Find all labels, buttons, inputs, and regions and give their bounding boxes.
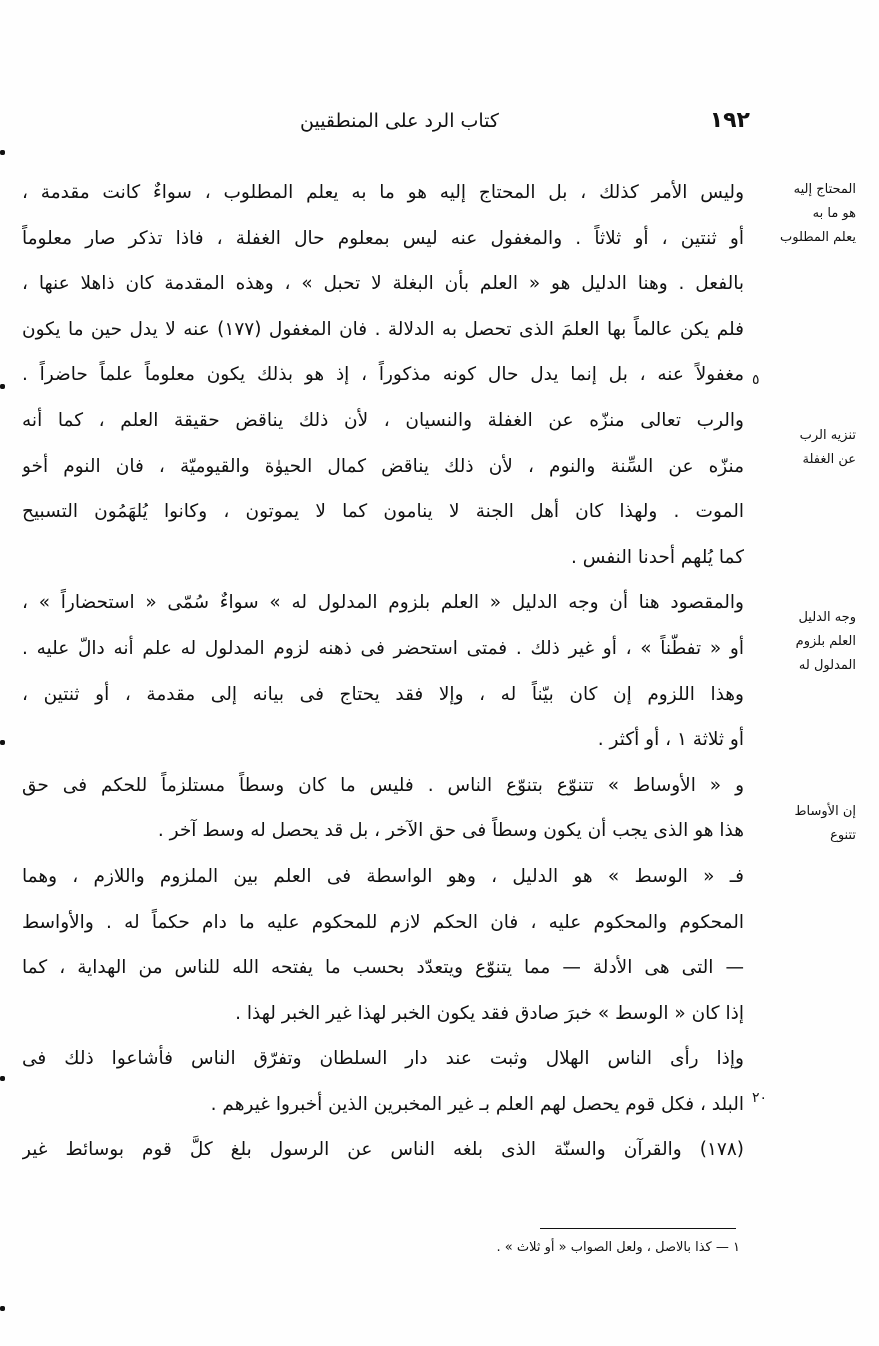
footnote: ١ — كذا بالاصل ، ولعل الصواب « أو ثلاث » . (496, 1240, 740, 1255)
scan-mark (0, 150, 5, 155)
body-text (22, 170, 744, 1173)
body-line: و « الأوساط » تتنوّع بتنوّع الناس . فليس ما كان وسطاً مستلزماً للحكم فى حق (22, 774, 744, 796)
margin-note-line: هو ما به (812, 206, 856, 221)
body-line: وإذا رأى الناس الهلال وثبت عند دار السلطان وتفرّق الناس فأشاعوا ذلك فى (22, 1048, 744, 1070)
margin-note-line: يعلم المطلوب (780, 230, 856, 245)
scan-mark (0, 740, 5, 745)
body-line: فلم يكن عالماً بها العلمَ الذى تحصل به الدلالة . فان المغفول (١٧٧) عنه لا يدل حين ما يكون (22, 318, 744, 340)
scan-mark (0, 1076, 5, 1081)
footnote-rule (540, 1228, 736, 1229)
body-line: (١٧٨) والقرآن والسنّة الذى بلغه الناس عن الرسول بلغ كلَّ قوم بوسائط غير (22, 1139, 744, 1161)
body-line: والرب تعالى منزّه عن الغفلة والنسيان ، لأن ذلك يناقض حقيقة العلم ، كما أنه (22, 409, 744, 431)
body-line: الموت . ولهذا كان أهل الجنة لا ينامون كما لا يموتون ، وكانوا يُلهَمُون التسبيح (22, 501, 744, 523)
body-line: منزّه عن السِّنة والنوم ، لأن ذلك يناقض كمال الحيوٰة والقيوميّة ، فان النوم أخو (22, 455, 744, 477)
body-line: — التى هى الأدلة — مما يتنوّع ويتعدّد بحسب ما يفتحه الله للناس من الهداية ، كما (22, 957, 744, 979)
line-number-marker: ٥ (752, 372, 760, 388)
margin-note-line: وجه الدليل (798, 610, 856, 625)
body-line: أو « تفطّناً » ، أو غير ذلك . فمتى استحضر فى ذهنه لزوم المدلول له علم أنه دالّ عليه . (22, 637, 744, 659)
margin-note-line: تتنوع (830, 828, 856, 843)
body-line: والمقصود هنا أن وجه الدليل « العلم بلزوم المدلول له » سواءٌ سُمّى « استحضاراً » ، (22, 592, 744, 614)
margin-note-line: إن الأوساط (794, 804, 856, 819)
body-line: أو ثنتين ، أو ثلاثاً . والمغفول عنه ليس بمعلوم حال الغفلة ، فاذا تذكر صار معلوماً (22, 227, 744, 249)
scan-mark (0, 384, 5, 389)
body-line: إذا كان « الوسط » خبرَ صادق فقد يكون الخبر لهذا غير الخبر لهذا . (235, 1002, 744, 1024)
body-line: وهذا اللزوم إن كان بيّناً له ، وإلا فقد يحتاج فى بيانه إلى مقدمة ، أو ثنتين ، (22, 683, 744, 705)
running-head (60, 108, 750, 142)
margin-note-line: المدلول له (798, 658, 856, 673)
margin-note (748, 178, 856, 250)
body-line: وليس الأمر كذلك ، بل المحتاج إليه هو ما به يعلم المطلوب ، سواءٌ كانت مقدمة ، (22, 182, 744, 203)
body-line: بالفعل . وهنا الدليل هو « العلم بأن البغلة لا تحبل » ، وهذه المقدمة كان ذاهلا عنها ، (22, 273, 744, 295)
margin-note-line: تنزيه الرب (799, 428, 856, 443)
margin-note-line: العلم بلزوم (795, 634, 856, 649)
margin-note (748, 606, 856, 678)
body-line: مغفولاً عنه ، بل إنما يدل حال كونه مذكوراً ، إذ هو بذلك يكون معلوماً علماً حاضراً . (22, 364, 744, 386)
line-number-marker: ٢٠ (752, 1090, 768, 1106)
body-line: المحكوم والمحكوم عليه ، فان الحكم لازم للمحكوم عليه ما دام حكماً له . والأواسط (22, 911, 744, 933)
margin-note-line: عن الغفلة (802, 452, 856, 467)
book-title: كتاب الرد على المنطقيين (300, 110, 499, 132)
margin-note-line: المحتاج إليه (793, 182, 856, 197)
margin-note (748, 424, 856, 472)
body-line: كما يُلهم أحدنا النفس . (570, 546, 744, 568)
margin-note (748, 800, 856, 848)
body-line: هذا هو الذى يجب أن يكون وسطاً فى حق الآخر ، بل قد يحصل له وسط آخر . (157, 820, 744, 842)
page-number: ١٩٢ (709, 108, 750, 133)
scan-mark (0, 1306, 5, 1311)
body-line: فـ « الوسط » هو الدليل ، وهو الواسطة فى العلم بين الملزوم واللازم ، وهما (22, 865, 744, 887)
body-line: البلد ، فكل قوم يحصل لهم العلم بـ غير المخبرين الذين أخبروا غيرهم . (210, 1093, 744, 1115)
body-line: أو ثلاثة ١ ، أو أكثر . (597, 729, 744, 751)
